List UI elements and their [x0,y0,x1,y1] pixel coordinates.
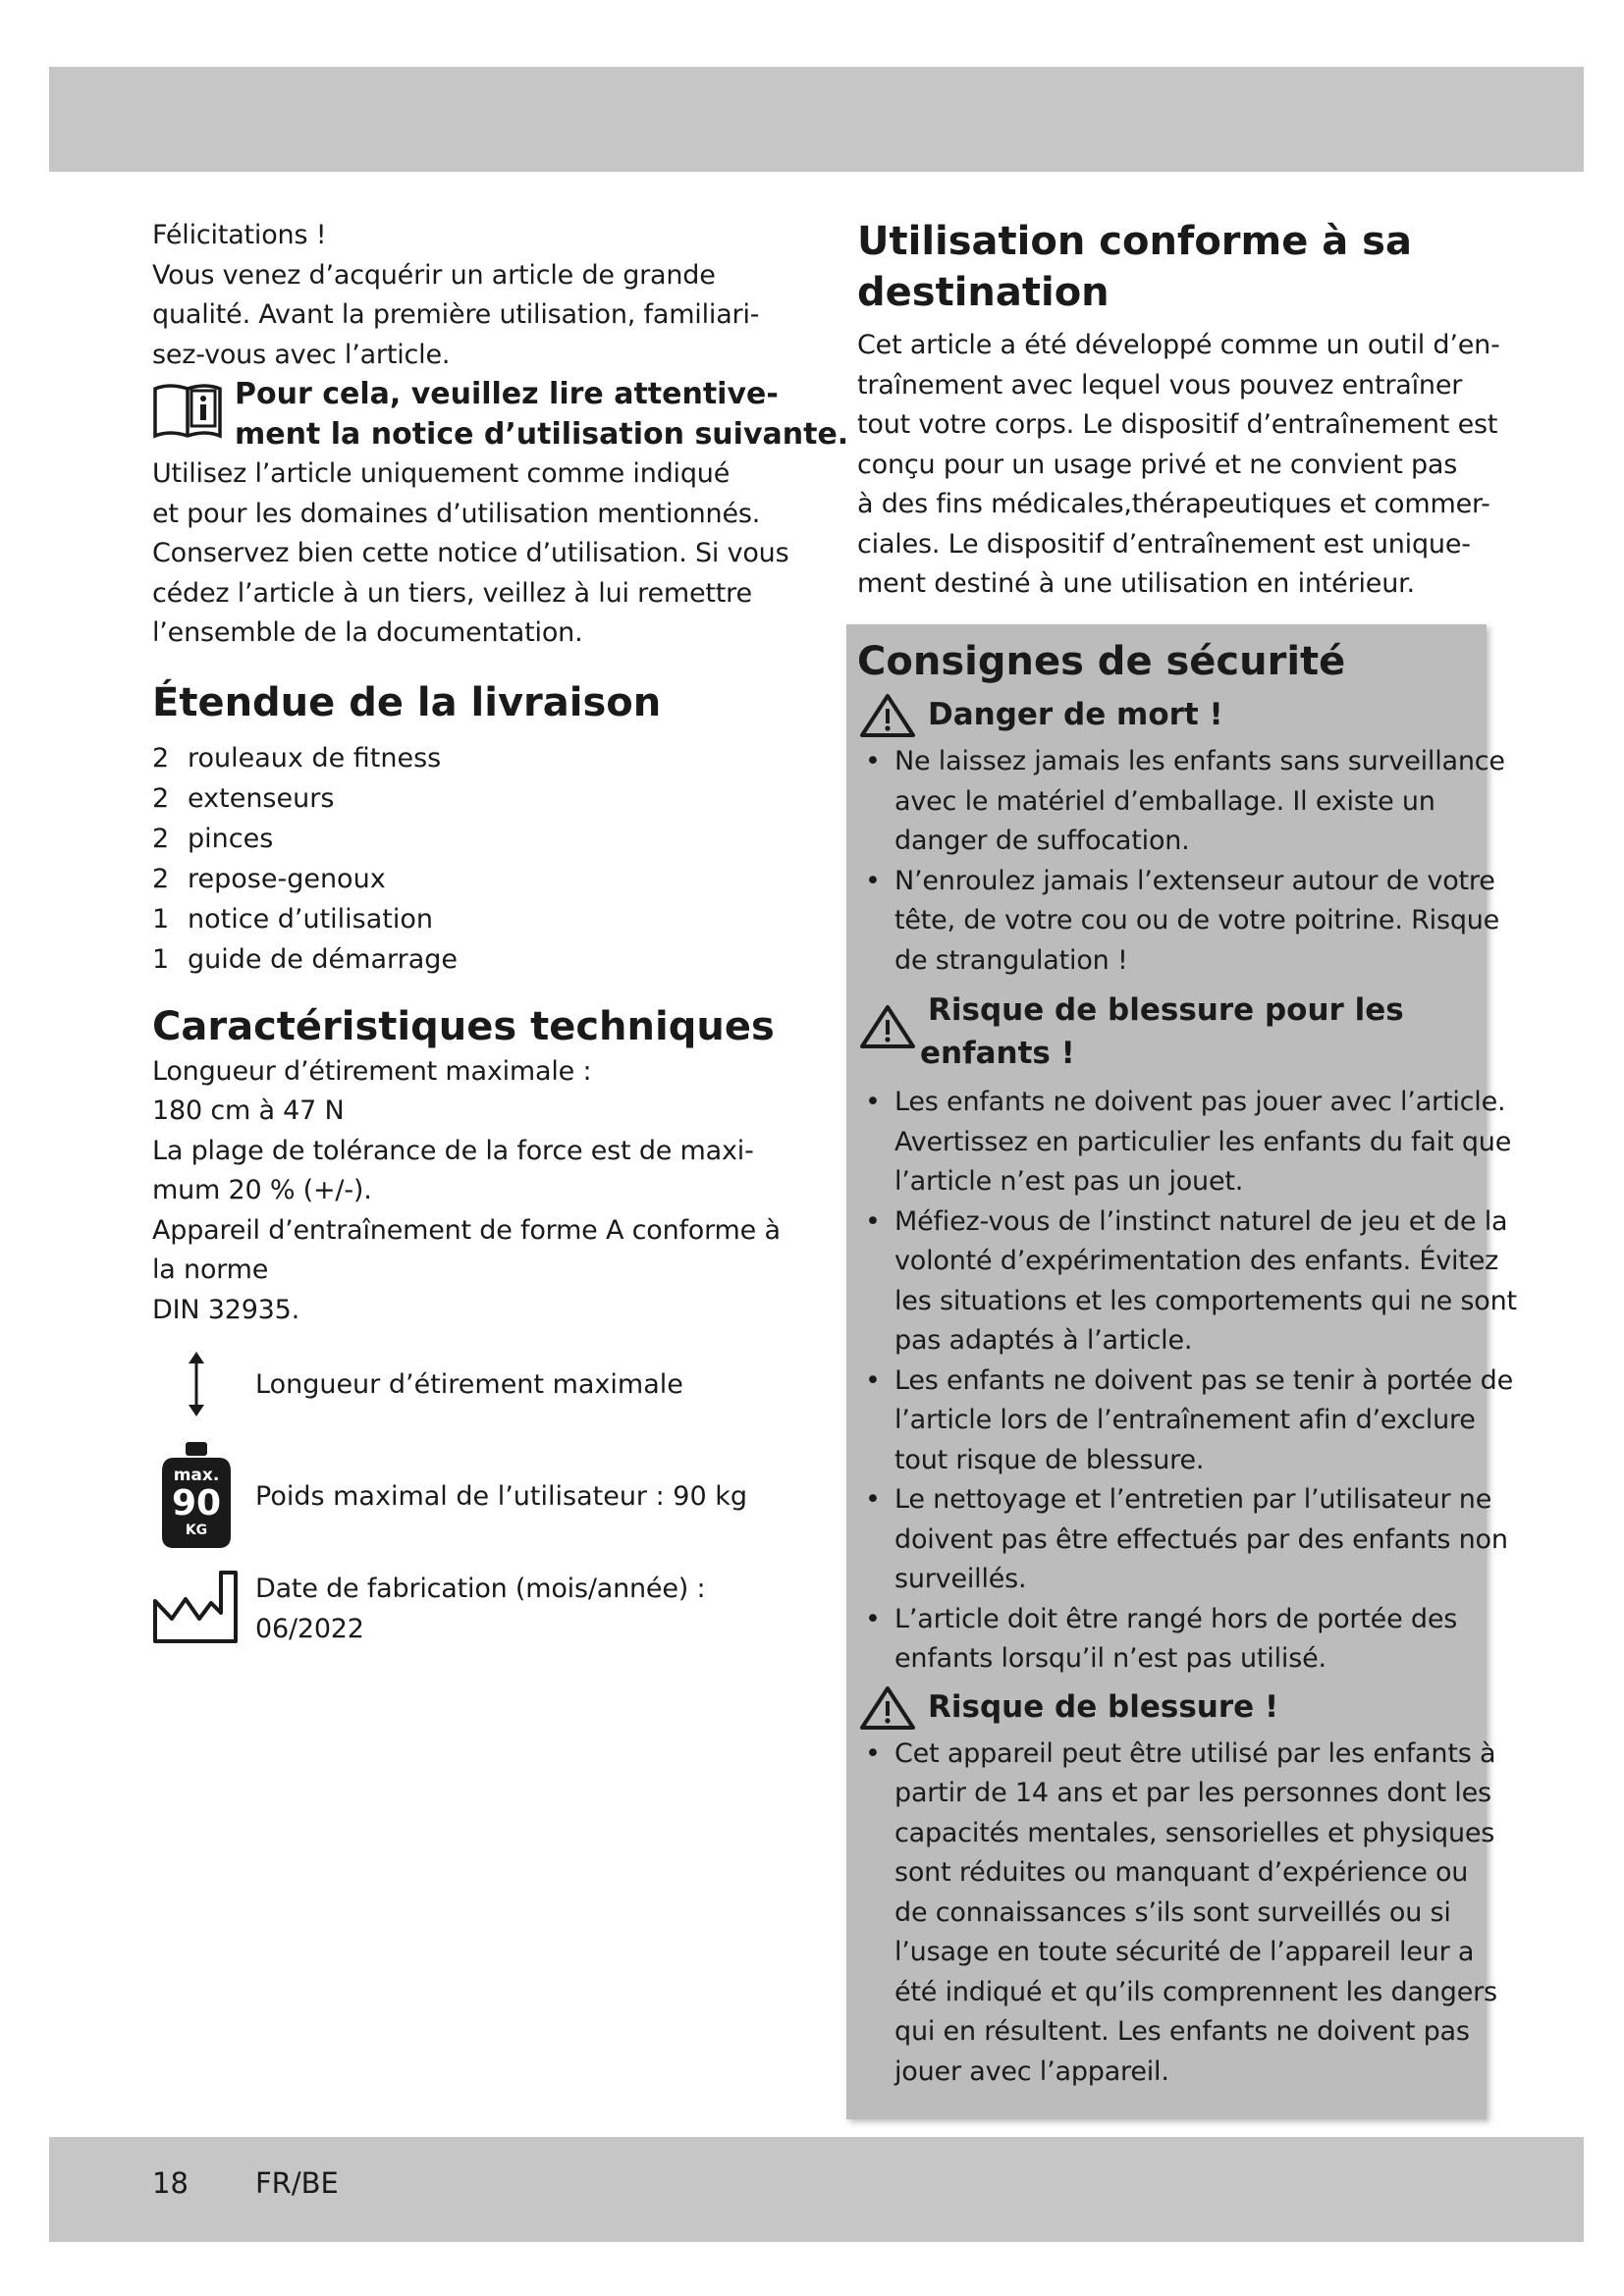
bullet-line: doivent pas être effectués par des enfants non [894,1523,1508,1555]
list-item: • Les enfants ne doivent pas se tenir à portée de l’article lors de l’entraînement afin d’exclure tout risque de blessure. [857,1362,1476,1481]
item-quantity: 2 [152,823,170,854]
weight-icon-value: 90 [171,1483,222,1523]
item-label: pinces [188,823,274,854]
bullet-line: tête, de votre cou ou de votre poitrine. Risque [894,905,1500,935]
bullet-line: partir de 14 ans et par les personnes dont les [894,1778,1491,1808]
bullet-line: enfants lorsqu’il n’est pas utilisé. [894,1643,1326,1674]
date-label: Date de fabrication (mois/année) : [255,1574,706,1604]
item-label: repose-genoux [188,863,386,894]
page-number: 18 [152,2166,189,2200]
bullet-line: Le nettoyage et l’entretien par l’utilisateur ne [894,1484,1492,1515]
stretch-symbol-row [152,1352,781,1416]
intro-section [152,216,849,654]
left-column [152,216,849,1649]
warning-triangle-icon [859,1685,916,1731]
item-quantity: 1 [152,943,170,975]
bullet-line: N’enroulez jamais l’extenseur autour de votre [894,865,1495,896]
bullet-line: volonté d’expérimentation des enfants. Évitez [894,1246,1499,1276]
list-item [152,738,781,778]
section-title: destination [857,270,1110,315]
bullet-line: surveillés. [894,1564,1027,1594]
danger-warning [857,693,1476,738]
header-bar [49,67,1584,172]
weight-icon-unit: KG [185,1522,208,1538]
warning-title: Danger de mort ! [928,697,1223,732]
list-item: • Ne laissez jamais les enfants sans surveillance avec le matériel d’emballage. Il existe un danger de suffocation. [857,742,1476,862]
intro-line: Conservez bien cette notice d’utilisation. Si vous [152,538,789,568]
weight-label: Poids maximal de l’utilisateur : 90 kg [255,1480,748,1512]
bullet-line: sont réduites ou manquant d’expérience ou [894,1857,1469,1888]
intended-use-line: traînement avec lequel vous pouvez entraîner [857,369,1463,400]
bullet-line: l’article lors de l’entraînement afin d’exclure [894,1405,1476,1435]
manufacture-date-row [152,1570,781,1649]
list-item [152,939,781,980]
bullet-line: pas adaptés à l’article. [894,1325,1193,1356]
item-label: notice d’utilisation [188,903,434,934]
bullet-line: avec le matériel d’emballage. Il existe un [894,785,1435,817]
bullet-line: danger de suffocation. [894,826,1190,856]
list-item [152,859,781,899]
language-code: FR/BE [255,2166,339,2200]
warning-title: Risque de blessure pour les [928,992,1404,1028]
bullet-list [857,1083,1517,1680]
bullet-list [857,742,1505,981]
item-label: rouleaux de fitness [188,742,442,774]
bullet-line: Les enfants ne doivent pas se tenir à portée de [894,1364,1514,1396]
bullet-line: Ne laissez jamais les enfants sans surveillance [894,746,1505,776]
bullet-line: qui en résultent. Les enfants ne doivent pas [894,2016,1470,2047]
section-title: Utilisation conforme à sa [857,219,1412,264]
stretch-label: Longueur d’étirement maximale [255,1368,683,1400]
specs-section [152,1001,781,1650]
list-item [152,778,781,819]
intro-line: Félicitations ! [152,220,327,250]
list-item [152,899,781,939]
item-quantity: 1 [152,903,170,934]
bullet-line: les situations et les comportements qui ne sont [894,1285,1517,1316]
intended-use-line: tout votre corps. Le dispositif d’entraînement est [857,409,1498,440]
bullet-line: été indiqué et qu’ils comprennent les dangers [894,1976,1497,2007]
list-item: • Les enfants ne doivent pas jouer avec l’article. Avertissez en particulier les enfants du fait que l’article n’est pas un jouet. [857,1083,1476,1202]
list-item: • Méfiez-vous de l’instinct naturel de jeu et de la volonté d’expérimentation des enfants. Évitez les situations et les comportements qui ne sont pas adaptés à l’article. [857,1202,1476,1362]
intro-line: cédez l’article à un tiers, veillez à lui remettre [152,577,752,609]
read-manual-notice [152,375,849,454]
children-warning [857,988,1476,1075]
bullet-list [857,1735,1497,2093]
spec-line: 180 cm à 47 N [152,1095,345,1126]
intro-line: Utilisez l’article uniquement comme indiqué [152,458,731,489]
warning-title: Risque de blessure ! [928,1688,1279,1725]
safety-title: Consignes de sécurité [857,639,1346,684]
section-title: Étendue de la livraison [152,679,662,725]
section-title: Caractéristiques techniques [152,1003,775,1049]
spec-line: La plage de tolérance de la force est de maxi- [152,1135,754,1166]
warning-title: enfants ! [920,1036,1075,1071]
intended-use-line: Cet article a été développé comme un outil d’en- [857,330,1500,360]
injury-warning [857,1685,1476,1731]
intended-use-line: ciales. Le dispositif d’entraînement est unique- [857,528,1471,560]
bullet-line: jouer avec l’appareil. [894,2056,1169,2087]
warning-triangle-icon [859,693,916,738]
intended-use-line: à des fins médicales,thérapeutiques et commer- [857,489,1490,519]
intro-line: sez-vous avec l’article. [152,339,451,370]
right-column [857,216,1500,605]
item-quantity: 2 [152,863,170,894]
bullet-line: l’usage en toute sécurité de l’appareil leur a [894,1937,1475,1967]
item-label: guide de démarrage [188,943,459,975]
intro-line: et pour les domaines d’utilisation mentionnés. [152,498,761,529]
spec-line: DIN 32935. [152,1294,300,1325]
notice-line: ment la notice d’utilisation suivante. [235,416,849,452]
bullet-line: L’article doit être rangé hors de portée des [894,1603,1458,1634]
bullet-line: de connaissances s’ils sont surveillés ou si [894,1896,1451,1928]
list-item: • L’article doit être rangé hors de portée des enfants lorsqu’il n’est pas utilisé. [857,1600,1476,1680]
bullet-line: capacités mentales, sensorielles et physiques [894,1817,1495,1848]
bullet-line: Cet appareil peut être utilisé par les enfants à [894,1737,1496,1769]
item-quantity: 2 [152,742,170,774]
bullet-line: Avertissez en particulier les enfants du fait que [894,1126,1512,1157]
intro-line: l’ensemble de la documentation. [152,617,583,648]
intro-line: qualité. Avant la première utilisation, familiari- [152,299,760,330]
factory-icon [152,1570,239,1644]
bullet-line: Méfiez-vous de l’instinct naturel de jeu et de la [894,1205,1508,1237]
delivery-section [152,677,781,980]
stretch-arrow-icon [182,1352,211,1416]
list-item: • Cet appareil peut être utilisé par les enfants à partir de 14 ans et par les personnes dont les capacités mentales, sensorielles et physiques sont réduites ou manquant d’expérience ou de connaissances s’ils sont surveillés ou si l’usage en toute sécurité de l’appareil leur a été indiqué et qu’ils comprennent les dangers qui en résultent. Les enfants ne doivent pas jouer avec l’appareil. [857,1735,1476,2093]
spec-line: la norme [152,1255,269,1285]
bullet-line: l’article n’est pas un jouet. [894,1166,1244,1197]
intended-use-line: conçu pour un usage privé et ne convient pas [857,449,1458,480]
intended-use-line: ment destiné à une utilisation en intérieur. [857,568,1415,599]
date-value: 06/2022 [255,1613,364,1644]
spec-line: mum 20 % (+/-). [152,1175,372,1205]
bullet-line: de strangulation ! [894,944,1128,976]
weight-symbol-row [152,1442,781,1550]
notice-line: Pour cela, veuillez lire attentive- [235,377,779,411]
weight-icon-top: max. [173,1466,220,1485]
intro-line: Vous venez d’acquérir un article de grande [152,259,716,291]
bullet-line: tout risque de blessure. [894,1444,1205,1475]
item-quantity: 2 [152,782,170,814]
item-label: extenseurs [188,782,335,814]
bullet-line: Les enfants ne doivent pas jouer avec l’article. [894,1087,1506,1117]
list-item: • Le nettoyage et l’entretien par l’utilisateur ne doivent pas être effectués par des enfants non surveillés. [857,1480,1476,1600]
safety-box [846,624,1517,2119]
warning-triangle-icon [859,1004,916,1049]
spec-line: Longueur d’étirement maximale : [152,1055,592,1087]
read-manual-icon [152,381,223,440]
list-item: • N’enroulez jamais l’extenseur autour de votre tête, de votre cou ou de votre poitrine. Risque de strangulation ! [857,862,1476,982]
spec-line: Appareil d’entraînement de forme A conforme à [152,1214,781,1246]
list-item [152,819,781,859]
